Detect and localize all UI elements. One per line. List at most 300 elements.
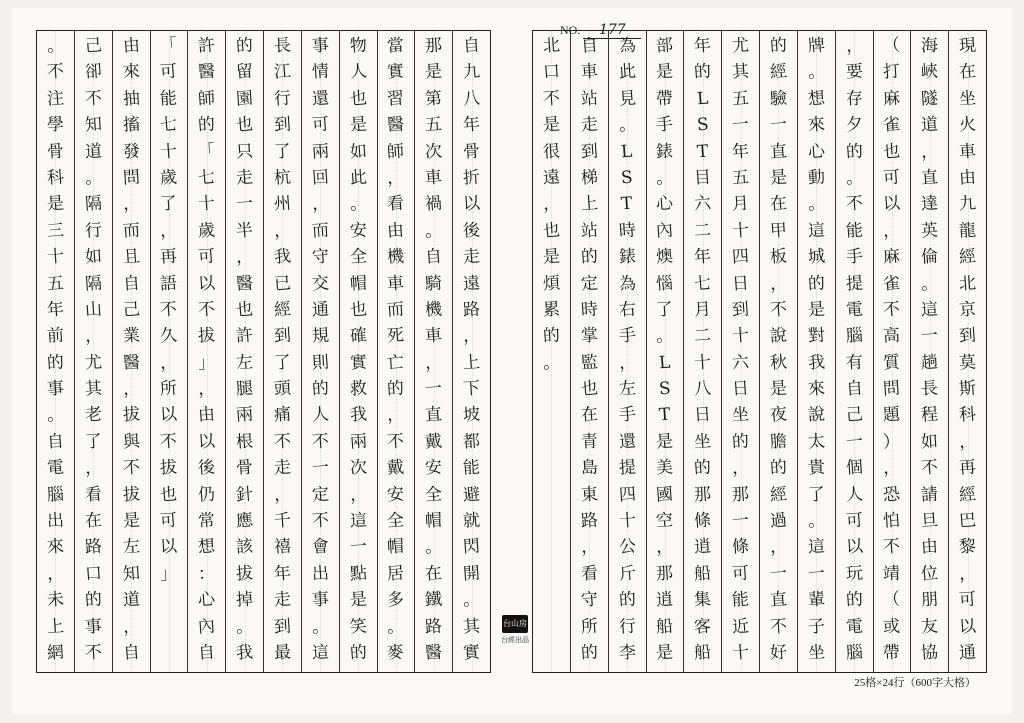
handwritten-character: 手 xyxy=(655,114,675,136)
handwritten-character: 隧 xyxy=(920,88,939,110)
handwritten-character: 可 xyxy=(958,589,977,611)
handwritten-character: 戴 xyxy=(386,457,406,479)
handwritten-character: 根 xyxy=(235,431,254,453)
grid-spec-label: 25格×24行（600字大格） xyxy=(854,677,976,689)
handwritten-character: 實 xyxy=(386,61,406,83)
handwritten-character: 梯 xyxy=(580,167,599,189)
handwritten-character: 朋 xyxy=(920,589,939,611)
handwritten-character: 「 xyxy=(197,140,216,163)
handwritten-character: 由 xyxy=(920,536,939,558)
handwritten-character: 板 xyxy=(769,246,788,268)
handwritten-character: 後 xyxy=(197,457,216,479)
handwritten-character: 多 xyxy=(386,589,406,611)
handwritten-character: 頭 xyxy=(273,378,292,400)
handwritten-character: 最 xyxy=(273,642,292,664)
handwritten-character: 的 xyxy=(84,589,103,611)
handwritten-character: 。 xyxy=(542,352,561,374)
handwritten-character: 程 xyxy=(920,404,939,427)
handwritten-character: 或 xyxy=(882,616,902,638)
handwritten-character: 經 xyxy=(273,299,292,321)
handwritten-character: 煩 xyxy=(542,272,561,295)
handwritten-character: 禧 xyxy=(273,536,292,558)
handwritten-character: 這 xyxy=(311,642,330,664)
handwritten-character: 帽 xyxy=(424,510,443,532)
handwritten-character: ， xyxy=(617,352,637,374)
handwritten-character: 不 xyxy=(121,457,141,479)
handwritten-character: 遠 xyxy=(462,272,481,295)
handwritten-character: ， xyxy=(882,220,902,242)
handwritten-character: 火 xyxy=(958,114,977,136)
handwritten-character: 自 xyxy=(197,642,216,664)
handwritten-character: 經 xyxy=(958,484,977,506)
handwritten-character: 年 xyxy=(273,563,292,585)
handwritten-character: 日 xyxy=(731,378,750,400)
handwritten-character: 九 xyxy=(462,61,481,83)
handwritten-character: 其 xyxy=(731,61,750,83)
left-manuscript-page xyxy=(36,30,491,673)
handwritten-character: 已 xyxy=(273,272,292,295)
handwritten-character: 帽 xyxy=(386,536,406,558)
handwritten-character: 這 xyxy=(348,510,368,532)
handwritten-character: 事 xyxy=(311,35,330,57)
handwritten-character: L xyxy=(658,352,672,374)
handwritten-character: 以 xyxy=(958,616,977,638)
handwritten-character: 州 xyxy=(273,193,292,215)
handwritten-character: 情 xyxy=(311,61,330,83)
publisher-logo-mark: 台山房 xyxy=(502,615,528,633)
handwritten-character: 帽 xyxy=(348,272,368,295)
handwritten-character: 坐 xyxy=(731,404,750,427)
handwritten-character: L xyxy=(620,141,634,162)
handwritten-character: 集 xyxy=(693,589,712,611)
handwritten-character: 可 xyxy=(311,114,330,136)
handwritten-character: 車 xyxy=(958,140,977,163)
handwritten-character: 。 xyxy=(655,167,675,189)
handwritten-character: 醫 xyxy=(197,61,216,83)
handwritten-character: 的 xyxy=(731,431,750,453)
handwritten-character: 走 xyxy=(462,246,481,268)
handwritten-character: 。 xyxy=(46,35,65,57)
handwritten-character: 不 xyxy=(920,457,939,479)
handwritten-character: 自 xyxy=(424,246,443,268)
handwritten-character: 己 xyxy=(121,299,141,321)
handwritten-character: 我 xyxy=(235,642,254,664)
left-page-column-1 xyxy=(452,31,490,672)
handwritten-character: 醫 xyxy=(121,352,141,374)
handwritten-character: 十 xyxy=(731,325,750,347)
handwritten-character: 。 xyxy=(920,272,939,295)
handwritten-character: 雀 xyxy=(882,272,902,295)
handwritten-character: 錶 xyxy=(655,140,675,163)
handwritten-character: ） xyxy=(882,431,902,453)
handwritten-character: 十 xyxy=(731,220,750,242)
handwritten-character: 笑 xyxy=(348,616,368,638)
handwritten-character: 醫 xyxy=(386,114,406,136)
handwritten-character: 了 xyxy=(84,431,103,453)
handwritten-character: 也 xyxy=(348,88,368,110)
handwritten-character: 骨 xyxy=(46,140,65,163)
handwritten-character: 就 xyxy=(462,510,481,532)
handwritten-character: 七 xyxy=(197,167,216,189)
handwritten-character: 都 xyxy=(462,431,481,453)
handwritten-character: 醫 xyxy=(424,642,443,664)
handwritten-character: 習 xyxy=(386,88,406,110)
handwritten-character: 一 xyxy=(348,536,368,558)
handwritten-character: 上 xyxy=(46,616,65,638)
handwritten-character: 其 xyxy=(84,378,103,400)
handwritten-character: 可 xyxy=(731,563,750,585)
left-page-column-6 xyxy=(263,31,301,672)
right-page-column-1 xyxy=(948,31,986,672)
handwritten-character: 掉 xyxy=(235,589,254,611)
handwritten-character: 不 xyxy=(769,616,788,638)
handwritten-character: 人 xyxy=(348,61,368,83)
handwritten-character: 是 xyxy=(807,299,826,321)
handwritten-character: 回 xyxy=(311,167,330,189)
handwritten-character: 坐 xyxy=(693,431,712,453)
handwritten-character: 麥 xyxy=(386,642,406,664)
handwritten-character: 尤 xyxy=(731,35,750,57)
handwritten-character: 的 xyxy=(197,114,216,136)
handwritten-character: 年 xyxy=(46,299,65,321)
handwritten-character: 龍 xyxy=(958,220,977,242)
handwritten-character: 抽 xyxy=(121,88,141,110)
handwritten-character: 通 xyxy=(311,299,330,321)
right-page-column-11 xyxy=(570,31,608,672)
handwritten-character: 規 xyxy=(311,325,330,347)
handwritten-character: （ xyxy=(882,35,902,57)
handwritten-character: 對 xyxy=(807,325,826,347)
handwritten-character: 心 xyxy=(197,589,216,611)
handwritten-character: 坐 xyxy=(807,642,826,664)
handwritten-character: 腦 xyxy=(844,642,864,664)
handwritten-character: 經 xyxy=(769,484,788,506)
handwritten-character: ， xyxy=(46,563,65,585)
handwritten-character: 安 xyxy=(386,484,406,506)
handwritten-character: 常 xyxy=(197,510,216,532)
handwritten-character: 骨 xyxy=(235,457,254,479)
handwritten-character: 以 xyxy=(844,536,864,558)
handwritten-character: 交 xyxy=(311,272,330,295)
handwritten-character: 怕 xyxy=(882,510,902,532)
handwritten-character: 其 xyxy=(462,616,481,638)
handwritten-character: 甲 xyxy=(769,220,788,242)
handwritten-character: 行 xyxy=(617,616,637,638)
handwritten-character: 十 xyxy=(731,642,750,664)
handwritten-character: 監 xyxy=(580,352,599,374)
handwritten-character: 確 xyxy=(348,325,368,347)
handwritten-character: 由 xyxy=(121,35,141,57)
handwritten-character: 電 xyxy=(844,616,864,638)
handwritten-character: ， xyxy=(121,378,141,400)
handwritten-character: 高 xyxy=(882,325,902,347)
handwritten-character: 學 xyxy=(46,114,65,136)
handwritten-character: 一 xyxy=(424,378,443,400)
handwritten-character: 左 xyxy=(235,352,254,374)
left-page-column-4 xyxy=(339,31,377,672)
handwritten-character: 不 xyxy=(159,299,179,321)
handwritten-character: 下 xyxy=(462,378,481,400)
handwritten-character: 四 xyxy=(731,246,750,268)
handwritten-character: 通 xyxy=(958,642,977,664)
handwritten-character: 留 xyxy=(235,61,254,83)
handwritten-character: 一 xyxy=(731,114,750,136)
handwritten-character: 網 xyxy=(46,642,65,664)
handwritten-character: ， xyxy=(580,536,599,558)
handwritten-character: 安 xyxy=(424,457,443,479)
handwritten-character: 斯 xyxy=(958,378,977,400)
handwritten-character: 有 xyxy=(844,352,864,374)
handwritten-character: 北 xyxy=(958,272,977,295)
handwritten-character: 以 xyxy=(197,431,216,453)
handwritten-character: 。 xyxy=(807,61,826,83)
handwritten-character: 日 xyxy=(731,272,750,295)
handwritten-character: 很 xyxy=(542,140,561,163)
handwritten-character: 一 xyxy=(731,510,750,532)
handwritten-character: 自 xyxy=(46,431,65,453)
handwritten-character: 不 xyxy=(273,431,292,453)
handwritten-character: 帶 xyxy=(655,88,675,110)
handwritten-character: 機 xyxy=(424,299,443,321)
handwritten-character: 由 xyxy=(197,404,216,427)
handwritten-character: 歲 xyxy=(197,220,216,242)
right-manuscript-page xyxy=(532,30,987,673)
handwritten-character: 十 xyxy=(693,352,712,374)
handwritten-character: 在 xyxy=(958,61,977,83)
handwritten-character: 不 xyxy=(844,193,864,215)
handwritten-character: 一 xyxy=(769,563,788,585)
handwritten-character: 部 xyxy=(655,35,675,57)
handwritten-character: 為 xyxy=(617,35,637,57)
handwritten-character: 了 xyxy=(807,484,826,506)
handwritten-character: 會 xyxy=(311,536,330,558)
handwritten-character: 三 xyxy=(46,220,65,242)
handwritten-character: 行 xyxy=(84,220,103,242)
handwritten-character: 拔 xyxy=(197,325,216,347)
handwritten-character: 峽 xyxy=(920,61,939,83)
manuscript-sheet xyxy=(12,8,1012,715)
handwritten-character: 己 xyxy=(84,35,103,57)
left-page-column-7 xyxy=(225,31,263,672)
right-page-column-7 xyxy=(721,31,759,672)
handwritten-character: 走 xyxy=(273,589,292,611)
handwritten-character: 是 xyxy=(424,61,443,83)
handwritten-character: 左 xyxy=(617,378,637,400)
handwritten-character: 看 xyxy=(386,193,406,215)
handwritten-character: ， xyxy=(273,484,292,506)
handwritten-character: 所 xyxy=(159,378,179,400)
publisher-logo xyxy=(501,615,529,645)
handwritten-character: 是 xyxy=(542,114,561,136)
handwritten-character: 青 xyxy=(580,431,599,453)
handwritten-character: 了 xyxy=(655,299,675,321)
handwritten-character: 直 xyxy=(769,140,788,163)
handwritten-character: 那 xyxy=(693,484,712,506)
handwritten-character: 我 xyxy=(807,352,826,374)
handwritten-character: 該 xyxy=(235,536,254,558)
handwritten-character: 英 xyxy=(920,220,939,242)
handwritten-character: 可 xyxy=(882,167,902,189)
handwritten-character: 夕 xyxy=(844,114,864,136)
handwritten-character: 太 xyxy=(807,431,826,453)
handwritten-character: 長 xyxy=(273,35,292,57)
handwritten-character: 尤 xyxy=(84,352,103,374)
handwritten-character: 倫 xyxy=(920,246,939,268)
handwritten-character: 。 xyxy=(348,193,368,215)
handwritten-character: 到 xyxy=(273,325,292,347)
handwritten-character: 錶 xyxy=(617,246,637,268)
handwritten-character: ， xyxy=(920,140,939,163)
handwritten-character: 直 xyxy=(920,167,939,189)
handwritten-character: 山 xyxy=(84,299,103,321)
handwritten-character: 條 xyxy=(731,536,750,558)
handwritten-character: 直 xyxy=(424,404,443,427)
handwritten-character: 「 xyxy=(159,35,179,57)
handwritten-character: 累 xyxy=(542,299,561,321)
handwritten-character: 不 xyxy=(882,299,902,321)
handwritten-character: 知 xyxy=(84,114,103,136)
right-page-column-6 xyxy=(759,31,797,672)
handwritten-character: 旦 xyxy=(920,510,939,532)
handwritten-character: 是 xyxy=(655,642,675,664)
handwritten-character: 所 xyxy=(580,616,599,638)
handwritten-character: 」 xyxy=(159,563,179,585)
handwritten-character: 折 xyxy=(462,167,481,189)
handwritten-character: 那 xyxy=(424,35,443,57)
left-page-column-8 xyxy=(187,31,225,672)
handwritten-character: 了 xyxy=(273,352,292,374)
handwritten-character: 隔 xyxy=(84,193,103,215)
handwritten-character: 友 xyxy=(920,616,939,638)
handwritten-character: 而 xyxy=(121,220,141,242)
handwritten-character: 一 xyxy=(769,114,788,136)
handwritten-character: 搐 xyxy=(121,114,141,136)
handwritten-character: 要 xyxy=(844,61,864,83)
handwritten-character: 海 xyxy=(920,35,939,57)
handwritten-character: 第 xyxy=(424,88,443,110)
handwritten-character: 一 xyxy=(235,193,254,215)
handwritten-character: 月 xyxy=(731,193,750,215)
handwritten-character: 己 xyxy=(844,404,864,427)
left-page-column-5 xyxy=(301,31,339,672)
handwritten-character: 戴 xyxy=(424,431,443,453)
handwritten-character: 由 xyxy=(958,167,977,189)
handwritten-character: 達 xyxy=(920,193,939,215)
handwritten-character: 上 xyxy=(580,193,599,215)
handwritten-character: ， xyxy=(386,404,406,427)
handwritten-character: 十 xyxy=(197,193,216,215)
handwritten-character: 的 xyxy=(235,35,254,57)
handwritten-character: 道 xyxy=(121,589,141,611)
handwritten-character: 逍 xyxy=(655,589,675,611)
handwritten-character: 站 xyxy=(580,88,599,110)
handwritten-character: 全 xyxy=(386,510,406,532)
handwritten-character: 人 xyxy=(844,484,864,506)
page-number-label: NO. xyxy=(560,23,581,37)
handwritten-character: 如 xyxy=(84,246,103,268)
handwritten-character: 雀 xyxy=(882,114,902,136)
handwritten-character: ， xyxy=(121,193,141,215)
handwritten-character: 老 xyxy=(84,404,103,427)
handwritten-character: 來 xyxy=(46,536,65,558)
handwritten-character: ， xyxy=(121,616,141,638)
handwritten-character: 近 xyxy=(731,616,750,638)
handwritten-character: 如 xyxy=(920,431,939,453)
handwritten-character: 年 xyxy=(693,35,712,57)
handwritten-character: 亡 xyxy=(386,352,406,374)
handwritten-character: 直 xyxy=(769,589,788,611)
handwritten-character: 不 xyxy=(84,642,103,664)
handwritten-character: 一 xyxy=(844,431,864,453)
handwritten-character: 看 xyxy=(84,484,103,506)
handwritten-character: 時 xyxy=(580,299,599,321)
handwritten-character: 機 xyxy=(386,246,406,268)
handwritten-character: 八 xyxy=(693,378,712,400)
handwritten-character: 避 xyxy=(462,484,481,506)
handwritten-character: 的 xyxy=(580,642,599,664)
handwritten-character: ， xyxy=(844,35,864,57)
handwritten-character: 道 xyxy=(84,140,103,163)
handwritten-character: 掌 xyxy=(580,325,599,347)
handwritten-character: 是 xyxy=(46,193,65,215)
handwritten-character: 此 xyxy=(617,61,637,83)
handwritten-character: 科 xyxy=(46,167,65,189)
handwritten-character: 能 xyxy=(844,220,864,242)
handwritten-character: 到 xyxy=(273,616,292,638)
handwritten-character: 東 xyxy=(580,484,599,506)
handwritten-character: 年 xyxy=(731,140,750,163)
left-page-column-9 xyxy=(150,31,188,672)
handwritten-character: 不 xyxy=(311,431,330,453)
handwritten-character: ， xyxy=(311,193,330,215)
handwritten-character: 打 xyxy=(882,61,902,83)
handwritten-character: 。 xyxy=(424,220,443,242)
handwritten-character: 骨 xyxy=(462,140,481,163)
handwritten-character: 以 xyxy=(882,193,902,215)
handwritten-character: 過 xyxy=(769,510,788,532)
handwritten-character: 夜 xyxy=(769,404,788,427)
handwritten-character: ， xyxy=(197,378,216,400)
handwritten-character: 仍 xyxy=(197,484,216,506)
handwritten-character: 守 xyxy=(580,589,599,611)
handwritten-character: T xyxy=(658,405,672,426)
handwritten-character: 科 xyxy=(958,404,977,427)
handwritten-character: 事 xyxy=(46,378,65,400)
handwritten-character: 帶 xyxy=(882,642,902,664)
handwritten-character: 十 xyxy=(46,246,65,268)
handwritten-character: 的 xyxy=(844,589,864,611)
handwritten-character: 再 xyxy=(958,457,977,479)
handwritten-character: 空 xyxy=(655,510,675,532)
handwritten-character: 遠 xyxy=(542,167,561,189)
handwritten-character: 死 xyxy=(386,325,406,347)
handwritten-character: ， xyxy=(958,431,977,453)
handwritten-character: 問 xyxy=(882,378,902,400)
handwritten-character: 那 xyxy=(655,563,675,585)
handwritten-character: 的 xyxy=(693,61,712,83)
handwritten-character: 可 xyxy=(159,61,179,83)
handwritten-character: 的 xyxy=(844,140,864,163)
handwritten-character: 惱 xyxy=(655,272,675,295)
handwritten-character: 來 xyxy=(807,378,826,400)
left-page-column-10 xyxy=(112,31,150,672)
handwritten-character: 而 xyxy=(386,299,406,321)
handwritten-character: 不 xyxy=(311,510,330,532)
handwritten-character: 人 xyxy=(311,404,330,427)
handwritten-character: 坡 xyxy=(462,404,481,427)
handwritten-character: 口 xyxy=(84,563,103,585)
handwritten-character: 事 xyxy=(84,616,103,638)
